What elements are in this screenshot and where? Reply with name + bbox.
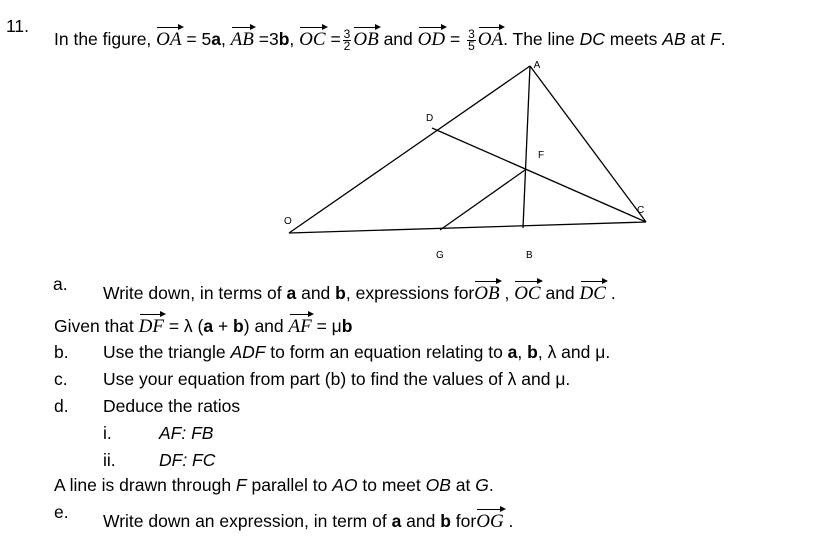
fraction-three-fifths: $\frac{3}{5}$ [468, 26, 475, 53]
part-d-text: Deduce the ratios [103, 396, 241, 416]
part-a-text: Write down, in terms of a and b, expressions forOB , OC and DC . [103, 280, 616, 305]
vector-og: OG [476, 508, 503, 533]
part-d-i-text: AF: FB [159, 423, 214, 443]
part-c-text: Use your equation from part (b) to find the values of λ and μ. [103, 369, 571, 389]
intro-text: = 5 [186, 29, 212, 49]
part-c-letter: c. [54, 369, 68, 389]
vector-ob: OB [353, 26, 378, 51]
vector-ab: AB [231, 26, 254, 51]
label-a: A [533, 60, 541, 71]
label-f: F [538, 150, 545, 161]
line-oc [289, 222, 646, 233]
part-d-letter: d. [54, 396, 69, 416]
line-ac [530, 66, 646, 222]
fraction-three-halves: $\frac{3}{2}$ [343, 26, 351, 53]
question-intro: In the figure, OA = 5a, AB =3b, OC = $\frac{3}{2}$ OB and OD = $\frac{3}{5}$ OA. The line DC meets AB at F. [54, 26, 726, 53]
line-dc [432, 128, 646, 222]
part-e-text: Write down an expression, in term of a and b forOG . [103, 508, 513, 533]
intro-text: In the figure, [54, 29, 152, 49]
vector-oc: OC [299, 26, 325, 51]
line-oa [289, 66, 530, 233]
line-statement: A line is drawn through F parallel to AO to meet OB at G. [54, 475, 494, 495]
intro-text: and [383, 29, 413, 49]
part-d-i-label: i. [103, 423, 112, 443]
bold-a: a [211, 29, 221, 49]
label-d: D [426, 113, 434, 124]
vector-oa-2: OA [478, 26, 503, 51]
part-e-letter: e. [54, 502, 69, 522]
label-c: C [637, 205, 645, 216]
vector-af: AF [289, 313, 312, 338]
label-o: O [284, 216, 292, 227]
line-ab [523, 66, 530, 228]
vector-df: DF [139, 313, 164, 338]
vector-dc: DC [580, 280, 606, 305]
part-d-ii-label: ii. [103, 450, 116, 470]
vector-ob: OB [474, 280, 499, 305]
label-g: G [436, 250, 444, 261]
part-b-text: Use the triangle ADF to form an equation relating to a, b, λ and μ. [103, 342, 611, 362]
part-a-letter: a. [53, 274, 68, 294]
given-statement: Given that DF = λ (a + b) and AF = μb [54, 313, 352, 338]
part-d-ii-text: DF: FC [159, 450, 216, 470]
vector-oa: OA [156, 26, 181, 51]
part-b-letter: b. [54, 342, 69, 362]
vector-oc: OC [514, 280, 540, 305]
question-number: 11. [6, 16, 30, 36]
intro-text: = [449, 29, 461, 49]
line-fg [440, 170, 525, 230]
intro-text: =3 [258, 29, 279, 49]
vector-od: OD [418, 26, 445, 51]
bold-b: b [278, 29, 290, 49]
intro-text: = [330, 29, 341, 49]
label-b: B [526, 250, 533, 261]
